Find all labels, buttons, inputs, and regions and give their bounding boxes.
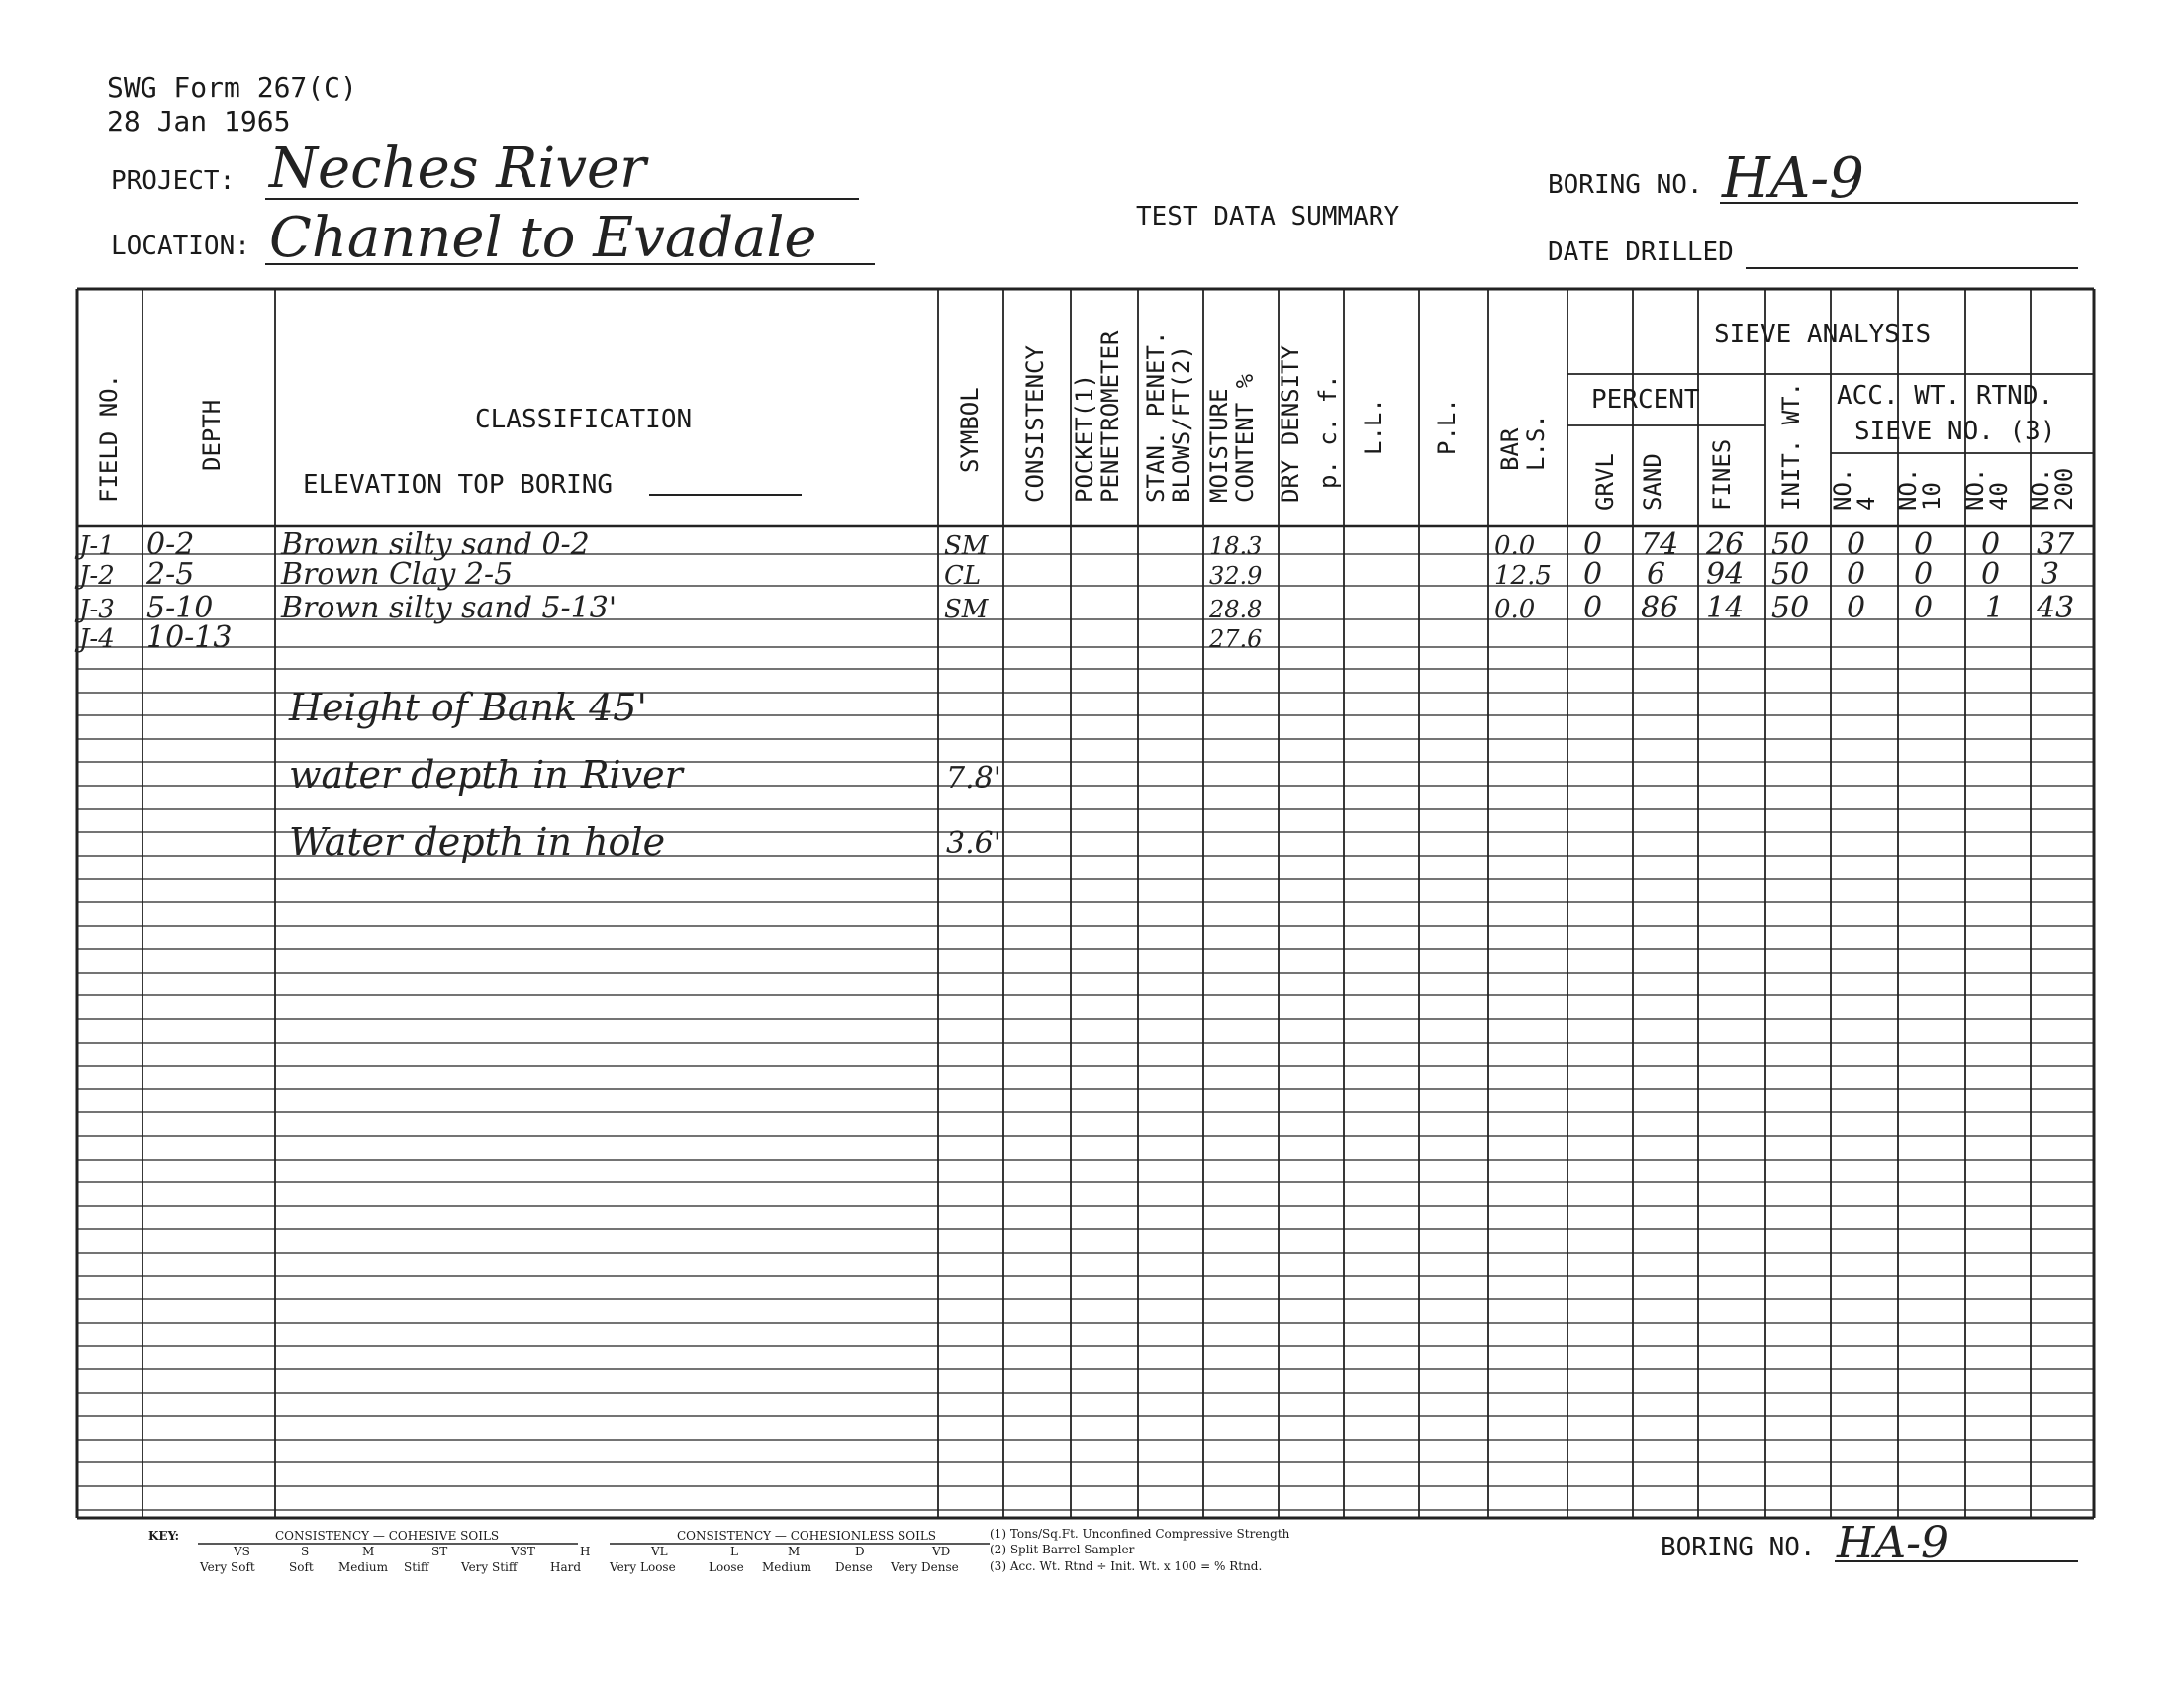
- location-value: Channel to Evadale: [269, 206, 817, 270]
- row1-depth: 0-2: [146, 527, 195, 562]
- header-pl: P.L.: [1433, 398, 1461, 455]
- key-meaning: Hard: [550, 1560, 582, 1574]
- header-no200-a: NO.: [2027, 467, 2054, 511]
- key-footnote-1: (1) Tons/Sq.Ft. Unconfined Compressive Strength: [990, 1527, 1290, 1541]
- form-number: SWG Form 267(C): [107, 71, 357, 104]
- key-code: ST: [431, 1545, 448, 1558]
- data-rows: [74, 527, 2075, 655]
- header-consistency: CONSISTENCY: [1021, 345, 1049, 503]
- row1-init: 50: [1771, 527, 1810, 562]
- row2-classification: Brown Clay 2-5: [281, 557, 514, 592]
- key-label: KEY:: [148, 1529, 180, 1543]
- footer-boring-label: BORING NO.: [1661, 1533, 1816, 1562]
- key-meaning: Medium: [338, 1560, 389, 1574]
- form-title: TEST DATA SUMMARY: [1136, 202, 1400, 232]
- boring-label: BORING NO.: [1548, 170, 1703, 200]
- row2-fines: 94: [1706, 557, 1745, 592]
- project-label: PROJECT:: [111, 166, 236, 196]
- note-bank-height: Height of Bank 45': [289, 686, 647, 729]
- row2-field: J-2: [79, 561, 115, 591]
- row3-symbol: SM: [944, 595, 989, 624]
- header-dry-1: DRY DENSITY: [1277, 345, 1304, 503]
- row2-bar: 12.5: [1494, 561, 1552, 591]
- row3-bar: 0.0: [1494, 595, 1536, 624]
- row1-sand: 74: [1641, 527, 1679, 562]
- row3-fines: 14: [1706, 591, 1745, 625]
- header-sieve-analysis: SIEVE ANALYSIS: [1714, 320, 1932, 349]
- header-no40-b: 40: [1985, 482, 2013, 511]
- row3-moisture: 28.8: [1209, 596, 1263, 623]
- header-moist-1: MOISTURE: [1205, 388, 1233, 503]
- header-bar-2: L.S.: [1522, 414, 1550, 471]
- row3-depth: 5-10: [146, 591, 214, 625]
- row4-moisture: 27.6: [1209, 625, 1263, 653]
- header-acc-2: SIEVE NO. (3): [1854, 417, 2056, 446]
- field-notes: [288, 686, 1001, 864]
- header-bar-1: BAR: [1496, 427, 1524, 471]
- key-meaning: Very Stiff: [461, 1560, 518, 1574]
- consistency-key: [148, 1527, 1290, 1574]
- row2-no4: 0: [1847, 557, 1866, 592]
- row2-symbol: CL: [944, 561, 982, 591]
- row3-no200: 43: [2037, 591, 2075, 625]
- row1-bar: 0.0: [1494, 531, 1536, 561]
- row2-no10: 0: [1914, 557, 1934, 592]
- key-code: H: [580, 1545, 591, 1558]
- header-fines: FINES: [1708, 438, 1736, 511]
- header-stan-2: BLOWS/FT(2): [1168, 345, 1195, 503]
- row2-moisture: 32.9: [1209, 562, 1263, 590]
- row3-grvl: 0: [1583, 591, 1603, 625]
- date-drilled-label: DATE DRILLED: [1548, 237, 1734, 267]
- row1-no4: 0: [1847, 527, 1866, 562]
- key-meaning: Very Loose: [610, 1560, 676, 1574]
- row1-field: J-1: [79, 531, 115, 561]
- row1-symbol: SM: [944, 531, 989, 561]
- key-code: VST: [511, 1545, 535, 1558]
- header-stan-1: STAN. PENET.: [1142, 330, 1170, 503]
- key-codes: [199, 1545, 959, 1574]
- row4-field: J-4: [79, 624, 115, 654]
- row3-no10: 0: [1914, 591, 1934, 625]
- row3-no4: 0: [1847, 591, 1866, 625]
- project-value: Neches River: [269, 137, 646, 201]
- key-meaning: Very Soft: [200, 1560, 255, 1574]
- note-hole-depth-value: 3.6': [946, 826, 1001, 861]
- row3-no40: 1: [1985, 591, 2005, 625]
- row3-field: J-3: [79, 595, 115, 624]
- row2-no200: 3: [2041, 557, 2060, 592]
- row4-depth: 10-13: [146, 620, 233, 655]
- key-meaning: Dense: [835, 1560, 873, 1574]
- row2-no40: 0: [1981, 557, 2001, 592]
- header-pocket-2: PENETROMETER: [1096, 330, 1124, 503]
- row1-no10: 0: [1914, 527, 1934, 562]
- header-acc-1: ACC. WT. RTND.: [1837, 381, 2054, 411]
- key-code: VL: [651, 1545, 668, 1558]
- header-dry-2: p. c. f.: [1314, 374, 1342, 489]
- key-code: VD: [932, 1545, 951, 1558]
- header-sand: SAND: [1639, 453, 1666, 511]
- header-field-no: FIELD NO.: [95, 373, 123, 503]
- footer-boring-value: HA-9: [1837, 1518, 1949, 1568]
- key-code: S: [301, 1545, 310, 1558]
- header-no200-b: 200: [2050, 467, 2078, 511]
- key-meaning: Soft: [289, 1560, 314, 1574]
- row1-moisture: 18.3: [1209, 532, 1263, 560]
- note-river-depth: water depth in River: [289, 753, 683, 797]
- header-no4-b: 4: [1852, 496, 1880, 511]
- header-no10-b: 10: [1918, 482, 1946, 511]
- row1-grvl: 0: [1583, 527, 1603, 562]
- row3-sand: 86: [1641, 591, 1679, 625]
- row2-sand: 6: [1647, 557, 1666, 592]
- key-footnote-3: (3) Acc. Wt. Rtnd ÷ Init. Wt. x 100 = % Rtnd.: [990, 1559, 1263, 1573]
- key-code: D: [855, 1545, 865, 1558]
- header-moist-2: CONTENT %: [1231, 373, 1259, 503]
- header-no10-a: NO.: [1894, 467, 1922, 511]
- header-symbol: SYMBOL: [956, 387, 984, 473]
- header-depth: DEPTH: [198, 399, 226, 471]
- row3-classification: Brown silty sand 5-13': [281, 591, 617, 625]
- header-classification: CLASSIFICATION: [475, 405, 693, 434]
- header-percent: PERCENT: [1591, 385, 1700, 415]
- header-no4-a: NO.: [1829, 467, 1856, 511]
- key-code: VS: [234, 1545, 250, 1558]
- note-river-depth-value: 7.8': [946, 761, 1001, 796]
- row1-no40: 0: [1981, 527, 2001, 562]
- header-init-wt: INIT. WT.: [1777, 381, 1805, 511]
- location-label: LOCATION:: [111, 232, 250, 261]
- note-hole-depth: Water depth in hole: [289, 820, 666, 864]
- key-footnote-2: (2) Split Barrel Sampler: [990, 1543, 1135, 1556]
- key-meaning: Very Dense: [891, 1560, 959, 1574]
- row3-init: 50: [1771, 591, 1810, 625]
- key-cohesive-title: CONSISTENCY — COHESIVE SOILS: [275, 1529, 500, 1543]
- row1-classification: Brown silty sand 0-2: [281, 527, 590, 562]
- key-code: L: [730, 1545, 738, 1558]
- key-meaning: Medium: [762, 1560, 812, 1574]
- header-ll: L.L.: [1360, 398, 1387, 455]
- header-pocket-1: POCKET(1): [1071, 373, 1098, 503]
- row2-grvl: 0: [1583, 557, 1603, 592]
- boring-value: HA-9: [1722, 146, 1864, 211]
- key-cohesionless-title: CONSISTENCY — COHESIONLESS SOILS: [677, 1529, 937, 1543]
- form-date: 28 Jan 1965: [107, 105, 291, 138]
- row2-depth: 2-5: [146, 557, 195, 592]
- key-meaning: Loose: [709, 1560, 744, 1574]
- row1-fines: 26: [1706, 527, 1745, 562]
- row2-init: 50: [1771, 557, 1810, 592]
- header-no40-a: NO.: [1961, 467, 1989, 511]
- row1-no200: 37: [2037, 527, 2075, 562]
- key-code: M: [362, 1545, 375, 1558]
- header-grvl: GRVL: [1591, 453, 1619, 511]
- column-headers: [95, 320, 2078, 511]
- header-elevation: ELEVATION TOP BORING: [303, 470, 614, 500]
- key-meaning: Stiff: [404, 1560, 429, 1574]
- key-code: M: [788, 1545, 801, 1558]
